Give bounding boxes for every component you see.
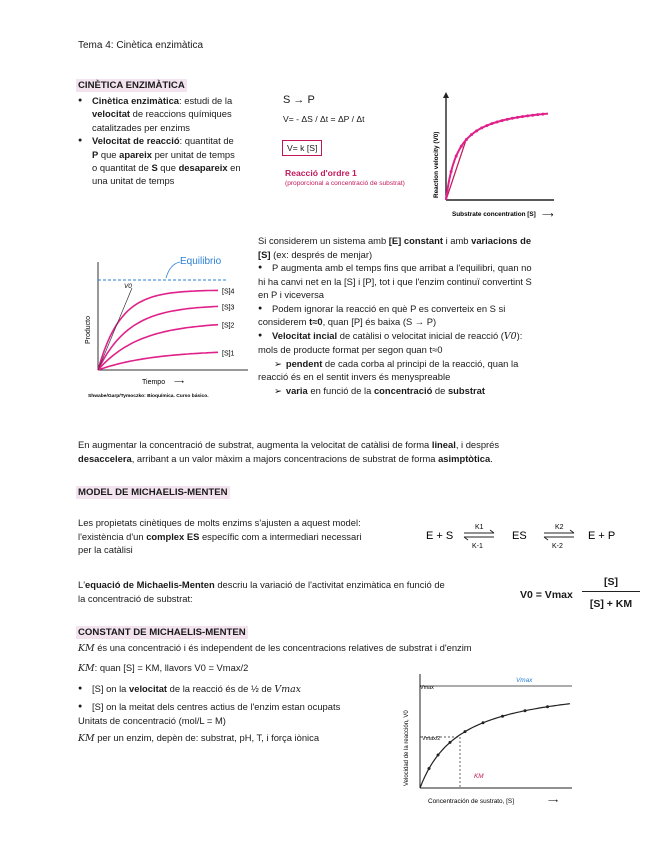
data-point bbox=[455, 155, 458, 158]
chart1-y-label: Reaction velocity (V0) bbox=[433, 131, 440, 198]
velocity-equation: V= - ΔS / Δt = ΔP / Δt bbox=[283, 114, 365, 124]
s2-bullet-1-cont2: en P i viceversa bbox=[258, 289, 325, 301]
first-order-box: V= k [S] bbox=[282, 140, 322, 156]
text: , arribant a un valor màxim a majors concentracions de substrat de forma bbox=[131, 452, 439, 464]
product-curve bbox=[98, 290, 218, 370]
data-point bbox=[501, 119, 504, 122]
chart2-caption: Shwabe/Garp/Tymoczko: Bioquímica. Curso básico. bbox=[88, 394, 209, 399]
text: o quantitat de bbox=[92, 162, 152, 174]
text: de bbox=[432, 384, 448, 396]
product-curve bbox=[98, 352, 218, 370]
y-axis-arrow-icon bbox=[443, 92, 449, 98]
text: P bbox=[92, 148, 99, 160]
data-point bbox=[526, 114, 529, 117]
s4-bullet-2 bbox=[78, 700, 378, 713]
chart1-x-label: Substrate concentration [S] bbox=[452, 211, 536, 218]
equilibrium-arrow bbox=[166, 262, 180, 278]
text: desapareix bbox=[178, 162, 228, 174]
s4-bullets bbox=[78, 682, 378, 714]
data-point bbox=[524, 709, 527, 712]
text: que bbox=[98, 148, 120, 160]
text: en bbox=[227, 162, 241, 174]
text: [S] on la meitat dels centres actius de l'enzim estan ocupats bbox=[92, 701, 341, 713]
km1-label: K-1 bbox=[472, 543, 483, 550]
text: per un enzim, depèn de: substrat, pH, T, i força iònica bbox=[94, 732, 320, 743]
text: és una concentració i és independent de les concentracions relatives de substrat i d'enzim bbox=[94, 642, 472, 653]
s4-depends bbox=[78, 731, 378, 746]
saturation-chart bbox=[430, 88, 570, 224]
text: [E] constant bbox=[388, 235, 443, 246]
s2-bullet-1 bbox=[258, 261, 578, 274]
km-def bbox=[78, 641, 588, 656]
order-title: Reacció d'ordre 1 bbox=[285, 168, 357, 178]
text: V0 bbox=[503, 330, 517, 342]
text: L' bbox=[78, 579, 86, 590]
text: concentració bbox=[373, 384, 433, 396]
text: una unitat de temps bbox=[92, 175, 175, 187]
data-point bbox=[490, 122, 493, 125]
arrowhead-icon bbox=[570, 530, 574, 533]
curve-label: [S]3 bbox=[222, 304, 235, 312]
text: KM bbox=[78, 643, 95, 654]
s1-bullet-list bbox=[78, 94, 268, 188]
data-point bbox=[501, 715, 504, 718]
chart2-y-label: Producto bbox=[85, 315, 92, 344]
text: l'existència d'un bbox=[78, 530, 147, 542]
data-point bbox=[465, 138, 468, 141]
half-vmax-label: Vmax/2 bbox=[422, 736, 441, 742]
arrow-icon: ➢ bbox=[274, 384, 282, 396]
text: de cada corba al principi de la reacció, quan la bbox=[322, 357, 519, 369]
mm-curve bbox=[420, 704, 570, 788]
data-point bbox=[511, 117, 514, 120]
km2-label: K-2 bbox=[552, 543, 563, 550]
data-point bbox=[482, 721, 485, 724]
text: P augmenta amb el temps fins que arribat a l'equilibri, quan no bbox=[272, 262, 532, 274]
page-header: Tema 4: Cinètica enzimàtica bbox=[78, 40, 204, 51]
text: : quan [S] = KM, llavors V0 = Vmax/2 bbox=[94, 661, 249, 673]
v0-tangent bbox=[98, 288, 132, 370]
sub-bullet-2 bbox=[258, 384, 578, 398]
curve-label: [S]4 bbox=[222, 288, 235, 296]
text: de reaccions químiques bbox=[130, 108, 232, 120]
text: Les propietats cinètiques de molts enzims s'ajusten a aquest model: bbox=[78, 517, 361, 528]
km-label: KM bbox=[474, 773, 484, 780]
text: , quan [P] és baixa (S → P) bbox=[322, 316, 437, 328]
rx-mid: ES bbox=[512, 530, 527, 542]
text: Velocitat incial bbox=[272, 329, 338, 341]
text: considerem bbox=[258, 316, 310, 328]
text: descriu la variació de l'activitat enzimàtica en funció de bbox=[214, 579, 445, 590]
arrowhead-icon bbox=[544, 537, 548, 540]
text: específic com a intermediari necessari bbox=[199, 530, 362, 542]
s2-bullet-3-cont: mols de producte format per segon quan t≈0 bbox=[258, 344, 443, 356]
text: desaccelera bbox=[78, 452, 132, 464]
reaction-s-to-p: S → P bbox=[283, 94, 315, 106]
term-velocitat-reaccio: Velocitat de reacció bbox=[92, 135, 180, 147]
s2-bullet-3 bbox=[258, 329, 578, 343]
data-point bbox=[506, 118, 509, 121]
term-velocitat: velocitat bbox=[92, 108, 131, 120]
data-point bbox=[480, 126, 483, 129]
data-point bbox=[516, 116, 519, 119]
text: asimptòtica bbox=[438, 452, 491, 464]
data-point bbox=[475, 129, 478, 132]
chart3-y-label: Velocidad de la reacción, V0 bbox=[404, 710, 410, 786]
text: Si considerem un sistema amb bbox=[258, 235, 389, 246]
arrowhead-icon bbox=[490, 530, 494, 533]
text: ): bbox=[516, 329, 523, 341]
s2-bullet-list-3 bbox=[258, 329, 578, 343]
text: varia bbox=[285, 384, 308, 396]
text: substrat bbox=[447, 384, 485, 396]
data-point bbox=[470, 133, 473, 136]
rx-right: E + P bbox=[588, 530, 616, 542]
text: que bbox=[157, 162, 179, 174]
text: catalitzades per enzims bbox=[92, 121, 190, 133]
text: i amb bbox=[442, 235, 472, 246]
saturation-curve bbox=[446, 114, 548, 200]
text: KM bbox=[78, 662, 95, 674]
term-cinetica: Cinètica enzimàtica bbox=[92, 95, 180, 106]
arrowhead-icon bbox=[464, 537, 468, 540]
data-point bbox=[541, 113, 544, 116]
s1-bullet-2 bbox=[78, 134, 268, 188]
data-point bbox=[428, 767, 431, 770]
text: variacions de bbox=[471, 235, 532, 246]
s2-bullet-2-cont bbox=[258, 315, 578, 329]
text: velocitat bbox=[129, 683, 168, 694]
k1-label: K1 bbox=[475, 524, 484, 531]
section-title-michaelis: MODEL DE MICHAELIS-MENTEN bbox=[78, 487, 228, 498]
initial-slope-line bbox=[446, 140, 466, 200]
text: en funció de la bbox=[307, 384, 374, 396]
mm-denominator: [S] + KM bbox=[589, 598, 633, 610]
s2-bullet-list bbox=[258, 261, 578, 274]
text: [S] bbox=[258, 248, 271, 260]
data-point bbox=[531, 114, 534, 117]
curve-labels bbox=[222, 288, 235, 357]
mm-numerator: [S] bbox=[582, 576, 640, 592]
s3-equation-text bbox=[78, 578, 498, 605]
text: [S] on la bbox=[92, 683, 130, 694]
text: apareix bbox=[119, 148, 152, 160]
section-title-cinetica: CINÈTICA ENZIMÀTICA bbox=[78, 80, 185, 91]
s2-bullet-list-2 bbox=[258, 302, 578, 315]
text: : quantitat de bbox=[179, 135, 234, 147]
product-curves bbox=[98, 290, 218, 370]
text: Podem ignorar la reacció en què P es converteix en S si bbox=[272, 302, 506, 314]
sub-bullet-1 bbox=[258, 357, 578, 371]
text: En augmentar la concentració de substrat, augmenta la velocitat de catàlisi de forma bbox=[78, 439, 432, 450]
rx-left: E + S bbox=[426, 530, 454, 542]
text: . bbox=[490, 452, 493, 464]
data-point bbox=[460, 145, 463, 148]
data-point bbox=[546, 705, 549, 708]
data-point bbox=[485, 124, 488, 127]
text: : estudi de la bbox=[179, 95, 233, 106]
chart2-x-label: Tiempo bbox=[142, 379, 166, 386]
data-point bbox=[449, 741, 452, 744]
section-title-constant: CONSTANT DE MICHAELIS-MENTEN bbox=[78, 627, 246, 638]
k2-label: K2 bbox=[555, 524, 564, 531]
product-time-chart bbox=[78, 250, 254, 402]
text: (ex: després de menjar) bbox=[270, 248, 373, 260]
s2-bullet-1-cont: hi ha canvi net en la [S] i [P], tot i que l'enzim continuï convertint S bbox=[258, 275, 532, 287]
vmax-axis-label: Vmax bbox=[420, 685, 434, 691]
text: Vmax bbox=[274, 684, 301, 695]
order-subtitle: (proporcional a concentració de substrat) bbox=[285, 180, 405, 187]
s1-bullet-1 bbox=[78, 94, 268, 134]
text: S bbox=[151, 162, 158, 174]
s2-text-block bbox=[258, 234, 578, 398]
text: t≈0 bbox=[309, 316, 323, 328]
data-point bbox=[496, 121, 499, 124]
equilibrium-label: Equilibrio bbox=[180, 256, 222, 267]
data-point bbox=[450, 170, 453, 173]
product-curve bbox=[98, 306, 218, 370]
s4-units: Unitats de concentració (mol/L = M) bbox=[78, 715, 226, 726]
text: pendent bbox=[285, 357, 323, 369]
mm-points bbox=[428, 705, 550, 770]
michaelis-chart bbox=[398, 668, 578, 810]
s4-bullet-1 bbox=[78, 682, 378, 696]
text: , i després bbox=[455, 439, 500, 450]
curve-label: [S]2 bbox=[222, 322, 235, 330]
text: de la reacció és de ½ de bbox=[167, 683, 275, 694]
v0-label: V0 bbox=[124, 283, 132, 290]
text: per unitat de temps bbox=[151, 148, 235, 160]
text: lineal bbox=[431, 439, 456, 450]
s3-intro bbox=[78, 516, 408, 557]
chart3-x-label: Concentración de sustrato, [S] bbox=[428, 798, 514, 805]
data-point bbox=[536, 113, 539, 116]
text: complex ES bbox=[146, 530, 200, 542]
arrow-icon: ➢ bbox=[274, 357, 282, 369]
text: KM bbox=[78, 733, 95, 744]
s2-intro bbox=[258, 234, 578, 261]
vmax-label: Vmax bbox=[516, 677, 533, 684]
x-arrow-icon: ⟶ bbox=[174, 379, 185, 386]
text: de catàlisi o velocitat inicial de reacció ( bbox=[337, 329, 504, 341]
text bbox=[78, 530, 408, 544]
text: equació de Michaelis-Menten bbox=[85, 579, 215, 590]
data-point bbox=[521, 115, 524, 118]
product-curve bbox=[98, 325, 218, 370]
text: la concentració de substrat: bbox=[78, 592, 193, 604]
data-point bbox=[437, 754, 440, 757]
text: per la catàlisi bbox=[78, 544, 133, 556]
s2-bullet-2 bbox=[258, 302, 578, 315]
sub-bullet-1-cont: reacció és en el sentit invers és menyspreable bbox=[258, 371, 451, 383]
curve-label: [S]1 bbox=[222, 350, 235, 358]
mm-reaction-scheme bbox=[420, 518, 628, 554]
x-arrow-icon: ⟶ bbox=[548, 798, 559, 805]
s2-conclusion bbox=[78, 438, 578, 465]
x-arrow-icon: ⟶ bbox=[542, 210, 554, 219]
data-point bbox=[464, 730, 467, 733]
mm-lhs: V0 = Vmax bbox=[520, 589, 573, 601]
